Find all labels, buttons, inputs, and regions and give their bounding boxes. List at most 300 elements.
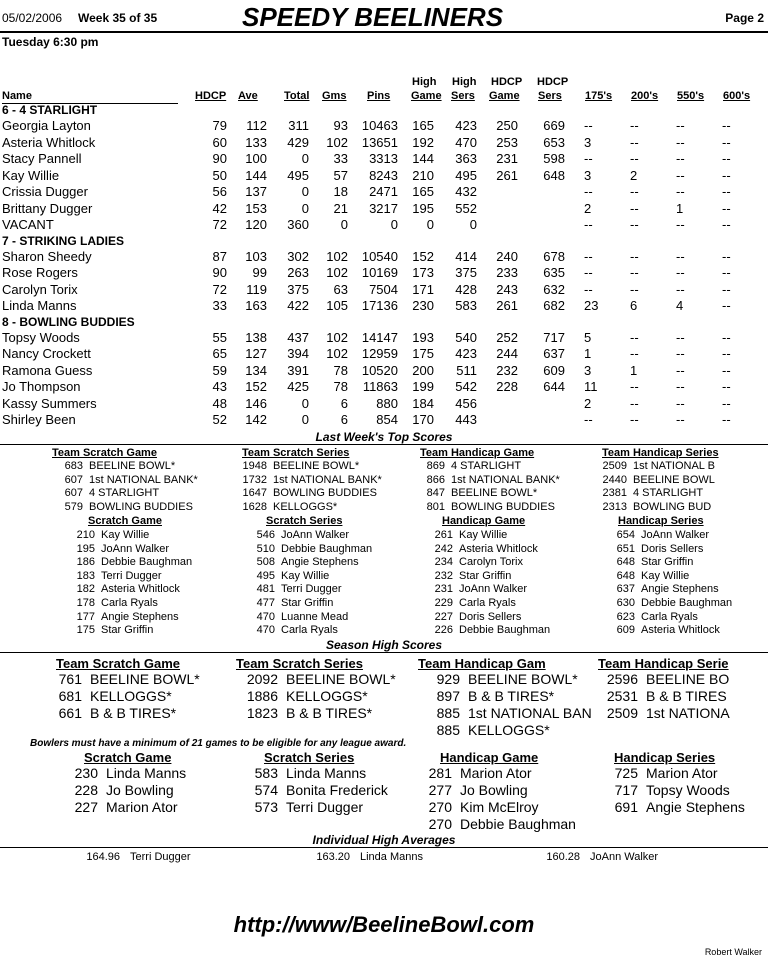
cell-hdcp-game: 228 xyxy=(496,379,518,394)
header-rule xyxy=(0,31,768,33)
score-row xyxy=(604,597,768,610)
score-value: 177 xyxy=(76,610,95,623)
score-row xyxy=(244,543,431,556)
col-hdcp-game-2: Game xyxy=(489,90,520,102)
col-high-game-1: High xyxy=(412,76,437,88)
bowler-row xyxy=(0,135,768,151)
cell-hdcp: 87 xyxy=(212,248,227,264)
score-row xyxy=(604,556,768,569)
score-name: Terri Dugger xyxy=(101,569,162,582)
score-row xyxy=(236,671,436,688)
score-name: KELLOGGS* xyxy=(273,500,338,513)
score-value: 885 xyxy=(436,705,460,721)
cell-gms: 33 xyxy=(333,151,348,166)
score-name: Asteria Whitlock xyxy=(641,624,720,637)
cell-high-game: 195 xyxy=(412,200,434,216)
score-name: Star Griffin xyxy=(281,597,334,609)
cell-gms: 102 xyxy=(326,265,348,280)
cell-hdcp-game: 243 xyxy=(496,281,518,297)
cell-high-game: 0 xyxy=(426,217,434,232)
cell-hdcp: 72 xyxy=(212,281,227,297)
score-name: Linda Manns xyxy=(106,765,187,781)
score-name: Angie Stephens xyxy=(281,556,359,569)
cell-total: 437 xyxy=(287,329,309,345)
cell-high-game: 144 xyxy=(412,151,434,166)
col-200s: 200's xyxy=(631,90,659,102)
score-row xyxy=(414,501,601,514)
cell-c175: 5 xyxy=(584,329,592,345)
cell-c600: -- xyxy=(722,379,731,394)
cell-c200: -- xyxy=(630,200,639,216)
score-column-title: Handicap Game xyxy=(440,750,539,765)
cell-name: Carolyn Torix xyxy=(2,281,78,297)
cell-high-sers: 540 xyxy=(455,329,477,345)
cell-gms: 102 xyxy=(326,248,348,264)
score-value: 232 xyxy=(434,569,453,582)
score-value: 683 xyxy=(64,460,83,472)
cell-high-game: 193 xyxy=(412,329,434,345)
cell-total: 0 xyxy=(301,200,309,216)
cell-hdcp: 33 xyxy=(212,298,227,313)
last-week-rule xyxy=(0,444,768,445)
score-name: BEELINE BO xyxy=(646,671,730,687)
cell-c600: -- xyxy=(722,248,731,264)
cell-c600: -- xyxy=(722,151,731,166)
score-name: Carla Ryals xyxy=(459,597,516,609)
score-row xyxy=(56,782,256,799)
score-row xyxy=(422,543,609,556)
cell-c175: -- xyxy=(584,151,593,166)
cell-c175: 3 xyxy=(584,134,592,150)
score-value: 261 xyxy=(434,529,453,541)
score-row xyxy=(604,543,768,556)
score-value: 228 xyxy=(74,782,98,798)
cell-hdcp-sers: 609 xyxy=(543,362,565,378)
score-value: 230 xyxy=(74,765,98,781)
score-value: 210 xyxy=(76,529,95,541)
score-column-title: Team Scratch Series xyxy=(236,656,363,671)
cell-hdcp-sers: 598 xyxy=(543,151,565,166)
cell-hdcp: 55 xyxy=(212,329,227,345)
cell-pins: 3217 xyxy=(369,200,398,216)
score-row xyxy=(236,688,436,705)
score-row xyxy=(244,556,431,569)
cell-ave: 99 xyxy=(252,265,267,280)
season-title: Season High Scores xyxy=(325,638,443,652)
score-row xyxy=(64,570,251,583)
score-value: 1732 xyxy=(242,473,267,486)
cell-hdcp-sers: 717 xyxy=(543,329,565,345)
score-value: 801 xyxy=(426,500,445,513)
cell-ave: 133 xyxy=(245,134,267,150)
cell-c200: 2 xyxy=(630,167,638,183)
cell-c200: -- xyxy=(630,379,639,394)
cell-c550: -- xyxy=(676,134,685,150)
col-name: Name xyxy=(2,90,178,104)
team-name: 7 - STRIKING LADIES xyxy=(2,233,125,248)
cell-hdcp-game: 240 xyxy=(496,248,518,264)
score-value: 477 xyxy=(256,597,275,609)
last-week-title: Last Week's Top Scores xyxy=(315,430,453,444)
score-row xyxy=(52,460,239,473)
cell-hdcp-game: 250 xyxy=(496,118,518,133)
score-row xyxy=(414,474,601,487)
score-value: 607 xyxy=(64,473,83,486)
average-value: 164.96 xyxy=(86,851,120,863)
score-name: 1st NATIONAL BANK* xyxy=(451,473,560,486)
score-row xyxy=(596,705,768,722)
cell-gms: 78 xyxy=(333,362,348,378)
score-name: Bonita Frederick xyxy=(286,782,388,798)
cell-c175: -- xyxy=(584,248,593,264)
score-value: 510 xyxy=(256,542,275,555)
score-name: Jo Bowling xyxy=(106,782,174,798)
cell-total: 422 xyxy=(287,298,309,313)
score-column-title: Handicap Game xyxy=(442,515,526,527)
score-row xyxy=(596,799,768,816)
average-row xyxy=(540,851,740,864)
score-row xyxy=(604,624,768,637)
score-row xyxy=(64,543,251,556)
cell-name: Shirley Been xyxy=(2,412,76,427)
cell-gms: 0 xyxy=(340,217,348,232)
col-175s: 175's xyxy=(585,90,613,102)
score-name: BEELINE BOWL xyxy=(633,473,715,486)
cell-pins: 10540 xyxy=(361,248,398,264)
cell-c600: -- xyxy=(722,265,731,280)
cell-pins: 8243 xyxy=(369,167,398,183)
score-name: Marion Ator xyxy=(460,765,532,781)
score-row xyxy=(40,705,240,722)
cell-c200: -- xyxy=(630,329,639,345)
score-name: BEELINE BOWL* xyxy=(273,460,360,472)
score-value: 470 xyxy=(256,624,275,637)
score-row xyxy=(236,765,436,782)
score-value: 579 xyxy=(64,500,83,513)
cell-c175: 2 xyxy=(584,200,592,216)
cell-total: 429 xyxy=(287,134,309,150)
cell-high-game: 173 xyxy=(412,265,434,280)
cell-c550: -- xyxy=(676,362,685,378)
score-row xyxy=(244,529,431,542)
bowler-row xyxy=(0,151,768,167)
score-name: Kay Willie xyxy=(641,569,690,582)
cell-high-sers: 443 xyxy=(455,412,477,427)
cell-c175: 2 xyxy=(584,395,592,411)
cell-hdcp-sers: 644 xyxy=(543,379,565,394)
score-row xyxy=(422,597,609,610)
cell-hdcp: 72 xyxy=(212,217,227,232)
score-column-title: Team Handicap Serie xyxy=(598,656,729,671)
score-name: Terri Dugger xyxy=(281,583,342,596)
cell-hdcp-game: 261 xyxy=(496,298,518,313)
score-value: 1886 xyxy=(246,688,278,704)
score-name: Debbie Baughman xyxy=(101,556,193,569)
score-value: 607 xyxy=(64,487,83,500)
score-value: 281 xyxy=(428,765,452,781)
score-name: Debbie Baughman xyxy=(641,597,733,609)
score-name: B & B TIRES* xyxy=(468,688,555,704)
score-value: 761 xyxy=(58,671,82,687)
score-row xyxy=(604,611,768,624)
cell-c550: -- xyxy=(676,412,685,427)
score-name: Carla Ryals xyxy=(641,610,698,623)
cell-hdcp-game: 232 xyxy=(496,362,518,378)
cell-c550: -- xyxy=(676,395,685,411)
score-name: BOWLING BUD xyxy=(633,500,712,513)
cell-c550: -- xyxy=(676,248,685,264)
cell-c175: -- xyxy=(584,412,593,427)
cell-hdcp-sers: 637 xyxy=(543,346,565,361)
score-name: Carla Ryals xyxy=(101,597,158,609)
cell-gms: 102 xyxy=(326,346,348,361)
score-value: 897 xyxy=(436,688,460,704)
cell-hdcp-sers: 682 xyxy=(543,298,565,313)
score-name: Topsy Woods xyxy=(646,782,730,798)
score-row xyxy=(56,765,256,782)
cell-c600: -- xyxy=(722,184,731,199)
score-name: KELLOGGS* xyxy=(90,688,172,704)
cell-gms: 21 xyxy=(333,200,348,216)
score-value: 182 xyxy=(76,583,95,596)
cell-total: 311 xyxy=(288,118,309,133)
cell-hdcp-game: 261 xyxy=(496,167,518,183)
cell-pins: 880 xyxy=(376,395,398,411)
bowler-row xyxy=(0,396,768,412)
score-row xyxy=(596,782,768,799)
score-row xyxy=(596,474,768,487)
score-column-title: Team Scratch Series xyxy=(242,447,350,459)
cell-c550: -- xyxy=(676,379,685,394)
cell-total: 0 xyxy=(301,412,309,427)
cell-hdcp-sers: 653 xyxy=(543,134,565,150)
score-value: 226 xyxy=(434,624,453,637)
score-value: 717 xyxy=(614,782,638,798)
cell-hdcp: 43 xyxy=(212,379,227,394)
cell-high-sers: 432 xyxy=(455,184,477,199)
score-row xyxy=(604,570,768,583)
averages-title: Individual High Averages xyxy=(312,833,456,847)
score-value: 234 xyxy=(434,556,453,569)
score-row xyxy=(244,597,431,610)
cell-gms: 105 xyxy=(326,298,348,313)
cell-ave: 153 xyxy=(245,200,267,216)
score-value: 1647 xyxy=(242,487,267,500)
cell-ave: 146 xyxy=(245,395,267,411)
bowler-row xyxy=(0,330,768,346)
score-row xyxy=(410,799,610,816)
cell-c200: -- xyxy=(630,346,639,361)
cell-high-sers: 428 xyxy=(455,281,477,297)
score-name: Asteria Whitlock xyxy=(459,542,538,555)
average-value: 160.28 xyxy=(546,851,580,863)
score-name: BEELINE BOWL* xyxy=(90,671,200,687)
cell-total: 391 xyxy=(287,362,309,378)
cell-c550: -- xyxy=(676,265,685,280)
col-pins: Pins xyxy=(367,90,391,102)
cell-c200: -- xyxy=(630,395,639,411)
score-value: 2092 xyxy=(246,671,278,687)
score-name: Star Griffin xyxy=(459,569,512,582)
score-column-title: Team Scratch Game xyxy=(52,447,157,459)
score-value: 681 xyxy=(58,688,82,704)
bowler-row xyxy=(0,201,768,217)
score-column-title: Handicap Series xyxy=(618,515,704,527)
page-number: Page 2 xyxy=(725,11,764,25)
score-row xyxy=(236,487,423,500)
cell-ave: 100 xyxy=(245,151,267,166)
score-row xyxy=(410,782,610,799)
average-row xyxy=(310,851,510,864)
cell-name: Stacy Pannell xyxy=(2,151,82,166)
score-value: 609 xyxy=(616,624,635,637)
score-name: 1st NATIONAL BAN xyxy=(468,705,592,721)
cell-c200: 1 xyxy=(630,362,638,378)
score-column-title: Team Handicap Gam xyxy=(418,656,546,671)
average-name: Linda Manns xyxy=(360,851,423,863)
cell-high-game: 170 xyxy=(412,412,434,427)
score-name: Debbie Baughman xyxy=(460,816,576,832)
score-name: Doris Sellers xyxy=(459,610,522,623)
cell-hdcp-game: 233 xyxy=(496,265,518,280)
score-value: 869 xyxy=(426,460,445,472)
score-row xyxy=(236,799,436,816)
cell-high-game: 230 xyxy=(412,298,434,313)
score-name: BEELINE BOWL* xyxy=(286,671,396,687)
score-row xyxy=(418,705,618,722)
cell-total: 0 xyxy=(301,151,309,166)
score-value: 573 xyxy=(254,799,278,815)
score-name: 1st NATIONA xyxy=(646,705,730,721)
bowler-row xyxy=(0,118,768,134)
score-value: 847 xyxy=(426,487,445,500)
score-value: 508 xyxy=(256,556,275,569)
report-date: 05/02/2006 xyxy=(2,11,63,25)
cell-high-sers: 423 xyxy=(455,118,477,133)
score-value: 242 xyxy=(434,542,453,555)
score-value: 2440 xyxy=(602,473,627,486)
score-column-title: Team Handicap Game xyxy=(420,447,535,459)
bowler-row xyxy=(0,265,768,281)
signature: Robert Walker xyxy=(704,947,762,957)
cell-gms: 102 xyxy=(326,329,348,345)
cell-hdcp-sers: 669 xyxy=(543,118,565,133)
cell-ave: 163 xyxy=(245,298,267,313)
score-row xyxy=(418,688,618,705)
score-name: Star Griffin xyxy=(641,556,694,569)
cell-pins: 17136 xyxy=(361,298,398,313)
score-value: 495 xyxy=(256,569,275,582)
cell-c175: 1 xyxy=(584,346,592,361)
cell-pins: 10169 xyxy=(361,265,398,280)
score-row xyxy=(596,688,768,705)
score-row xyxy=(414,487,601,500)
cell-c550: -- xyxy=(676,184,685,199)
cell-pins: 2471 xyxy=(369,184,398,199)
score-value: 2313 xyxy=(602,500,627,513)
cell-name: VACANT xyxy=(2,217,54,232)
team-name: 8 - BOWLING BUDDIES xyxy=(2,314,135,329)
score-row xyxy=(236,705,436,722)
cell-total: 302 xyxy=(287,248,309,264)
cell-ave: 134 xyxy=(245,362,267,378)
cell-total: 495 xyxy=(287,167,309,183)
cell-c175: 3 xyxy=(584,167,592,183)
cell-hdcp: 65 xyxy=(212,346,227,361)
col-total: Total xyxy=(284,90,310,102)
score-value: 231 xyxy=(434,583,453,596)
score-value: 227 xyxy=(74,799,98,815)
cell-gms: 78 xyxy=(333,379,348,394)
score-row xyxy=(64,597,251,610)
cell-high-sers: 552 xyxy=(455,200,477,216)
cell-hdcp-sers: 648 xyxy=(543,167,565,183)
col-hdcp-game-1: HDCP xyxy=(491,76,523,88)
cell-c550: -- xyxy=(676,151,685,166)
website-link[interactable]: http://www/BeelineBowl.com xyxy=(233,912,535,937)
bowler-row xyxy=(0,346,768,362)
score-column-title: Scratch Series xyxy=(264,750,355,765)
score-value: 651 xyxy=(616,542,635,555)
cell-high-game: 200 xyxy=(412,362,434,378)
score-row xyxy=(244,611,431,624)
cell-hdcp: 90 xyxy=(212,151,227,166)
cell-c175: -- xyxy=(584,184,593,199)
score-row xyxy=(236,474,423,487)
cell-c600: -- xyxy=(722,362,731,378)
score-row xyxy=(422,583,609,596)
cell-hdcp-game: 253 xyxy=(496,134,518,150)
cell-pins: 13651 xyxy=(361,134,398,150)
cell-high-sers: 495 xyxy=(455,167,477,183)
score-row xyxy=(236,782,436,799)
cell-pins: 14147 xyxy=(361,329,398,345)
cell-name: Brittany Dugger xyxy=(2,200,93,216)
score-name: B & B TIRES* xyxy=(286,705,373,721)
score-name: Kay Willie xyxy=(101,529,150,541)
cell-ave: 138 xyxy=(245,329,267,345)
cell-high-sers: 511 xyxy=(456,362,477,378)
cell-gms: 63 xyxy=(333,281,348,297)
cell-c200: -- xyxy=(630,217,639,232)
cell-c600: -- xyxy=(722,200,731,216)
score-name: Kim McElroy xyxy=(460,799,539,815)
cell-c600: -- xyxy=(722,329,731,345)
cell-c175: 23 xyxy=(584,298,599,313)
score-column-title: Scratch Series xyxy=(266,515,343,527)
cell-c175: -- xyxy=(584,118,593,133)
score-row xyxy=(422,529,609,542)
cell-name: Asteria Whitlock xyxy=(2,134,96,150)
score-value: 229 xyxy=(434,597,453,609)
cell-hdcp: 56 xyxy=(212,184,227,199)
score-name: Star Griffin xyxy=(101,624,154,637)
score-row xyxy=(596,765,768,782)
col-gms: Gms xyxy=(322,90,347,102)
score-value: 648 xyxy=(616,556,635,569)
day-time: Tuesday 6:30 pm xyxy=(2,35,99,49)
score-value: 481 xyxy=(256,583,275,596)
cell-c200: -- xyxy=(630,134,639,150)
score-name: 4 STARLIGHT xyxy=(451,460,522,472)
cell-high-game: 165 xyxy=(412,118,434,133)
score-value: 885 xyxy=(436,722,460,738)
score-row xyxy=(236,460,423,473)
cell-c175: -- xyxy=(584,265,593,280)
score-name: JoAnn Walker xyxy=(459,583,528,596)
cell-ave: 137 xyxy=(245,184,267,199)
cell-c600: -- xyxy=(722,395,731,411)
